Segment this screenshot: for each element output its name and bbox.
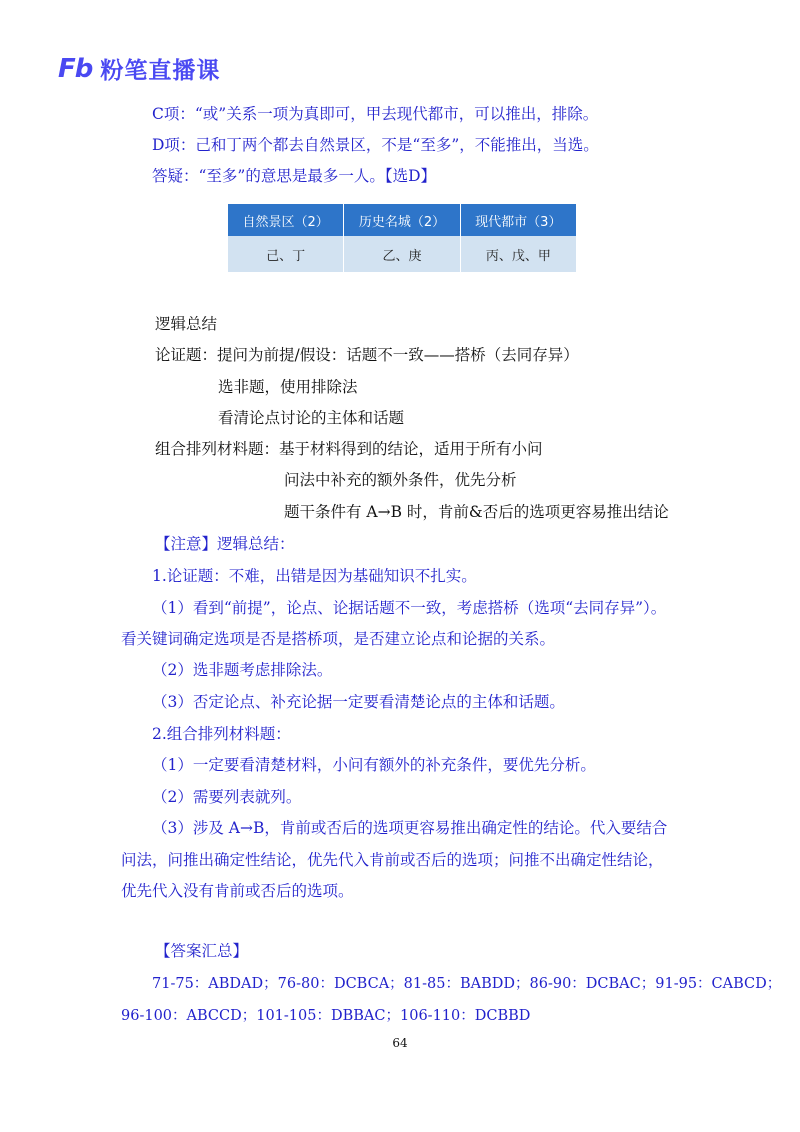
answers-line: 96-100：ABCCD；101-105：DBBAC；106-110：DCBBD (121, 1008, 531, 1024)
summary-line: 题干条件有 A→B 时，肯前&否后的选项更容易推出结论 (284, 503, 669, 521)
answer-line-qa: 答疑：“至多”的意思是最多一人。【选D】 (152, 167, 437, 185)
answers-line: 71-75：ABDAD；76-80：DCBCA；81-85：BABDD；86-90：DCBAC；91-95：CABCD； (152, 976, 782, 992)
answers-title: 【答案汇总】 (155, 942, 249, 960)
notes-line: （2）需要列表就列。 (152, 788, 302, 806)
answer-line-c: C项：“或”关系一项为真即可，甲去现代都市，可以推出，排除。 (152, 105, 599, 123)
notes-line: 问法，问推出确定性结论，优先代入肯前或否后的选项；问推不出确定性结论， (121, 851, 664, 869)
summary-line: 组合排列材料题：基于材料得到的结论，适用于所有小问 (155, 440, 543, 458)
notes-line: 看关键词确定选项是否是搭桥项，是否建立论点和论据的关系。 (121, 630, 556, 648)
notes-line: （1）一定要看清楚材料，小问有额外的补充条件，要优先分析。 (152, 756, 596, 774)
summary-line: 选非题，使用排除法 (218, 378, 358, 396)
table-header-cell: 历史名城（2） (344, 204, 460, 236)
notes-line: 2.组合排列材料题： (152, 725, 291, 743)
page-number: 64 (392, 1036, 408, 1050)
notes-title: 【注意】逻辑总结： (155, 535, 295, 553)
notes-line: 1.论证题：不难，出错是因为基础知识不扎实。 (152, 567, 477, 585)
summary-line: 论证题：提问为前提/假设：话题不一致——搭桥（去同存异） (155, 346, 579, 364)
notes-line: （1）看到“前提”，论点、论据话题不一致，考虑搭桥（选项“去同存异”）。 (152, 599, 667, 617)
notes-line: （3）涉及 A→B，肯前或否后的选项更容易推出确定性的结论。代入要结合 (152, 819, 668, 837)
table-row (228, 236, 576, 272)
table-cell: 乙、庚 (344, 236, 460, 272)
brand-logo (58, 52, 220, 85)
notes-line: （3）否定论点、补充论据一定要看清楚论点的主体和话题。 (152, 693, 565, 711)
notes-line: 优先代入没有肯前或否后的选项。 (121, 882, 354, 900)
notes-line: （2）选非题考虑排除法。 (152, 661, 333, 679)
table-cell: 己、丁 (228, 236, 344, 272)
table-header-cell: 现代都市（3） (475, 214, 562, 230)
grouping-table (228, 204, 576, 272)
summary-line: 问法中补充的额外条件，优先分析 (284, 471, 517, 489)
table-cell: 丙、戊、甲 (485, 248, 551, 264)
summary-title: 逻辑总结 (155, 315, 218, 333)
answer-line-d: D项：己和丁两个都去自然景区，不是“至多”，不能推出，当选。 (152, 136, 599, 154)
table-header-row (228, 204, 576, 236)
table-header-cell: 自然景区（2） (228, 204, 344, 236)
fb-logo-icon: Fb (58, 53, 93, 84)
brand-name: 粉笔直播课 (100, 58, 221, 84)
summary-line: 看清论点讨论的主体和话题 (218, 409, 405, 427)
